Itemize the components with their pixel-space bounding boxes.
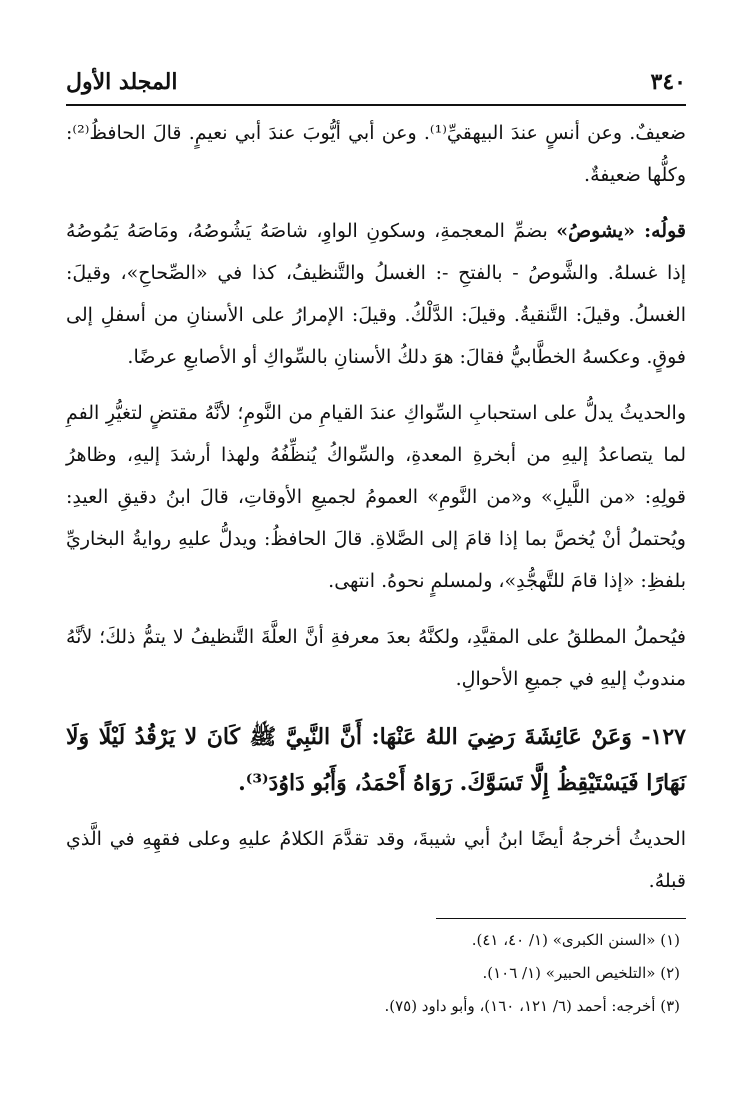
paragraph-2 [66,210,686,378]
paragraph-4: فيُحملُ المطلقُ على المقيَّدِ، ولكنَّهُ بعدَ معرفةِ أنَّ العلَّةَ التَّنظيفُ لا يتمُّ ذلكَ؛ لأنَّهُ مندوبٌ إليهِ في جميعِ الأحوالِ. [66,626,686,690]
page-header [66,64,686,100]
footnote-3: (٣) أخرجه: أحمد (٦/ ١٢١، ١٦٠)، وأبو داود (٧٥). [384,997,680,1015]
paragraph-1: ضعيفٌ. وعن أنسٍ عندَ البيهقيِّ⁽¹⁾. وعن أبي أيُّوبَ عندَ أبي نعيمٍ. قالَ الحافظُ⁽²⁾: وكلُّها ضعيفةٌ. [66,122,686,186]
footnote-2: (٢) «التلخيص الحبير» (١/ ١٠٦). [482,964,680,982]
footnote-1: (١) «السنن الكبرى» (١/ ٤٠، ٤١). [471,931,680,949]
commentary-term: قولُه: «يشوصُ» [556,220,686,242]
volume-title: المجلد الأول [66,69,178,95]
hadith-text: ١٢٧- وَعَنْ عَائِشَةَ رَضِيَ اللهُ عَنْهَا: أَنَّ النَّبِيَّ ﷺ كَانَ لا يَرْقُدُ لَيْلًا وَلَا نَهَارًا فَيَسْتَيْقِظُ إِلَّا تَسَوَّكَ. رَوَاهُ أَحْمَدُ، وَأَبُو دَاوُدَ⁽³⁾. [66,724,686,796]
paragraph-2-text: بضمِّ المعجمةِ، وسكونِ الواوِ، شاصَهُ يَشُوصُهُ، ومَاصَهُ يَمُوصُهُ إذا غسلهُ. والشَّوصُ - بالفتحِ -: الغسلُ والتَّنظيفُ، كذا في «الصِّحاحِ»، وقيلَ: الغسلُ. وقيلَ: التَّنقيةُ. وقيلَ: الدَّلْكُ. وقيلَ: الإمرارُ على الأسنانِ من أسفلِ إلى فوقٍ. وعكسهُ الخطَّابيُّ فقالَ: هوَ دلكُ الأسنانِ بالسِّواكِ أو الأصابعِ عرضًا. [66,220,686,368]
paragraph-3: والحديثُ يدلُّ على استحبابِ السِّواكِ عندَ القيامِ من النَّومِ؛ لأنَّهُ مقتضٍ لتغيُّرِ الفمِ لما يتصاعدُ إليهِ من أبخرةِ المعدةِ، والسِّواكُ يُنظِّفُهُ ولهذا أرشدَ إليهِ، وظاهرُ قولِهِ: «من اللَّيلِ» و«من النَّومِ» العمومُ لجميعِ الأوقاتِ، قالَ ابنُ دقيقِ العيدِ: ويُحتملُ أنْ يُخصَّ بما إذا قامَ إلى الصَّلاةِ. قالَ الحافظُ: ويدلُّ عليهِ روايةُ البخاريِّ بلفظِ: «إذا قامَ للتَّهجُّدِ»، ولمسلمٍ نحوهُ. انتهى. [66,402,686,592]
page-number: ٣٤٠ [650,69,686,95]
header-divider [66,104,686,106]
footnote-divider [436,918,686,919]
main-text [66,112,686,916]
paragraph-5: الحديثُ أخرجهُ أيضًا ابنُ أبي شيبةَ، وقد تقدَّمَ الكلامُ عليهِ وعلى فقهِهِ في الَّذي قبلهُ. [66,828,686,892]
footnotes [66,924,680,1023]
